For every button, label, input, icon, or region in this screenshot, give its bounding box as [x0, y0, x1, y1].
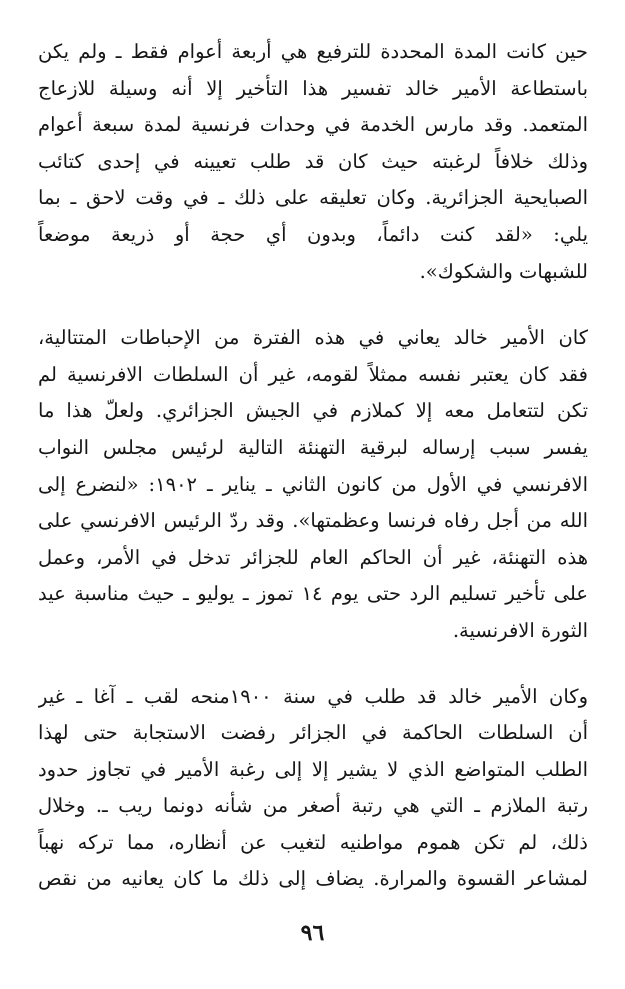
text-line: الثورة الافرنسية. [452, 618, 588, 642]
text-line: تكن لتتعامل معه إلا كملازم في الجيش الجزائري. ولعلّ هذا ما [38, 399, 588, 423]
text-line: هذه التهنئة، غير أن الحاكم العام للجزائر تدخل في الأمر، وعمل [38, 545, 588, 569]
text-line: وذلك خلافاً لرغبته حيث كان قد طلب تعيينه في إحدى كتائب [38, 149, 588, 173]
paragraph-spacer [38, 650, 588, 679]
text-line: فقد كان يعتبر نفسه ممثلاً لقومه، غير أن السلطات الافرنسية لم [38, 362, 588, 386]
text-line: ذلك، لم تكن هموم مواطنيه لتغيب عن أنظاره، مما تركه نهباً [38, 830, 588, 854]
text-line: لمشاعر القسوة والمرارة. يضاف إلى ذلك ما كان يعانيه من نقص [38, 867, 588, 891]
paragraph-3 [38, 679, 588, 899]
text-line: رتبة الملازم ـ التي هي رتبة أصغر من شأنه دونما ريب ـ. وخلال [38, 794, 588, 818]
text-line: الافرنسي في الأول من كانون الثاني ـ يناير ـ ١٩٠٢: «لنضرع إلى [38, 472, 588, 496]
page-number: ٩٦ [300, 920, 325, 946]
paragraph-2 [38, 320, 588, 649]
text-line: يفسر سبب إرساله لبرقية التهنئة التالية لرئيس مجلس النواب [38, 435, 588, 459]
text-line: الصبايحية الجزائرية. وكان تعليقه على ذلك ـ في وقت لاحق ـ بما [38, 186, 588, 210]
text-line: يلي: «لقد كنت دائماً، وبدون أي حجة أو ذريعة موضعاً [38, 222, 588, 246]
text-line: حين كانت المدة المحددة للترفيع هي أربعة أعوام فقط ـ ولم يكن [38, 40, 588, 63]
text-line: للشبهات والشكوك». [419, 259, 588, 283]
text-line: وكان الأمير خالد قد طلب في سنة ١٩٠٠منحه لقب ـ آغا ـ غير [38, 684, 588, 708]
text-line: المتعمد. وقد مارس الخدمة في وحدات فرنسية لمدة سبعة أعوام [38, 113, 588, 137]
paragraph-1 [38, 34, 588, 290]
text-line: كان الأمير خالد يعاني في هذه الفترة من الإحباطات المتتالية، [38, 326, 588, 350]
text-line: الله من أجل رفاه فرنسا وعظمتها». وقد ردّ الرئيس الافرنسي على [38, 509, 588, 533]
text-line: الطلب المتواضع الذي لا يشير إلا إلى رغبة الأمير في تجاوز حدود [38, 757, 588, 781]
text-line: باستطاعة الأمير خالد تفسير هذا التأخير إلا أنه وسيلة للازعاج [38, 76, 588, 100]
paragraph-spacer [38, 290, 588, 320]
page-body [38, 34, 588, 898]
text-line: على تأخير تسليم الرد حتى يوم ١٤ تموز ـ يوليو ـ حيث مناسبة عيد [38, 582, 588, 606]
text-line: أن السلطات الحاكمة في الجزائر رفضت الاستجابة حتى لهذا [38, 721, 588, 745]
